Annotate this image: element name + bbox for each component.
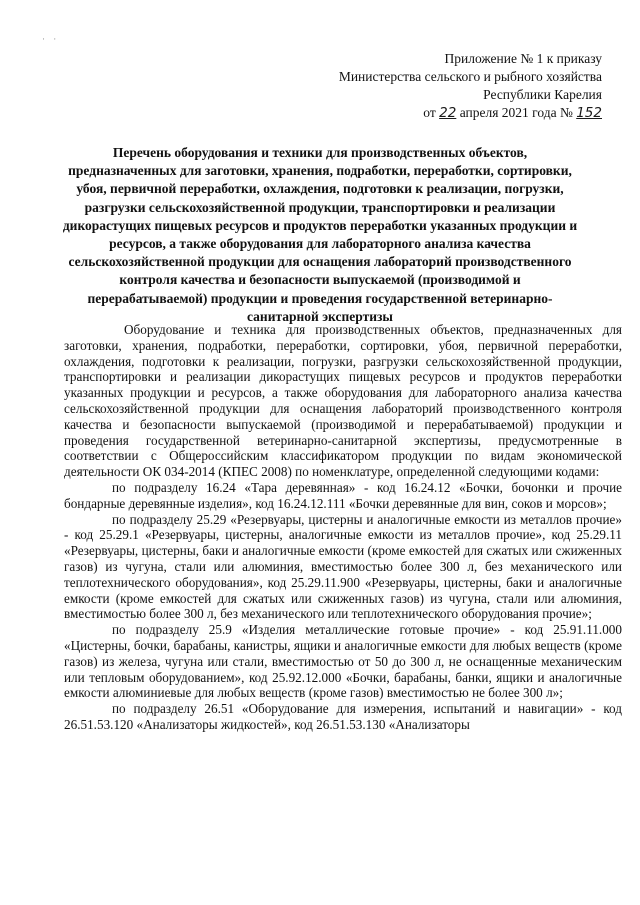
scan-artifact-marks: · · [42,34,60,44]
body-paragraph: по подразделу 16.24 «Тара деревянная» - код 16.24.12 «Бочки, бочонки и прочие бондарные деревянные изделия», код 16.24.12.111 «Бочки деревянные для вин, соков и морсов»; [64,479,622,511]
body-paragraph: Оборудование и техника для производственных объектов, предназначенных для заготовки, хранения, подработки, переработки, сортировки, убоя, первичной переработки, охлаждения, подготовки к реализации, погрузки, разгрузки сельскохозяйственной продукции, транспортировки и реализации дикорастущих пищевых ресурсов и продуктов переработки указанных продукции и ресурсов, а также оборудования для лабораторного анализа качества сельскохозяйственной продукции для оснащения лабораторий производственного контроля качества и безопасности выпускаемой (производимой и перерабатываемой) продукции и проведения государственной ветеринарно-санитарной экспертизы, предусмотренные в соответствии с Общероссийским классификатором продукции по видам экономической деятельности ОК 034-2014 (КПЕС 2008) по номенклатуре, определенной следующими кодами: [64,322,622,480]
document-body [64,322,622,733]
appendix-line: Приложение № 1 к приказу [444,51,602,66]
body-paragraph: по подразделу 26.51 «Оборудование для измерения, испытаний и навигации» - код 26.51.53.120 «Анализаторы жидкостей», код 26.51.53.130 «Анализаторы [64,701,622,732]
date-month-year: апреля 2021 года № [459,105,573,120]
date-prefix: от [423,105,436,120]
body-paragraph: по подразделу 25.29 «Резервуары, цистерны и аналогичные емкости из металлов прочие» - код 25.29.1 «Резервуары, цистерны, аналогичные емкости из металлов прочие», код 25.29.11 «Резервуары, цистерны, баки и аналогичные емкости (кроме емкостей для сжатых или сжиженных газов) из чугуна, стали или алюминия, вместимостью более 300 л, без механического или теплотехнического оборудования», код 25.29.11.900 «Резервуары, цистерны, баки и аналогичные емкости (кроме емкостей для сжатых или сжиженных газов) из чугуна, стали или алюминия, вместимостью более 300 л, без механического или теплотехнического оборудования прочие»; [64,511,622,622]
handwritten-day: 22 [439,105,457,121]
order-date-line [339,104,602,122]
ministry-line: Министерства сельского и рыбного хозяйства [338,69,602,84]
republic-line: Республики Карелия [483,87,602,102]
appendix-header [339,50,602,122]
document-title: Перечень оборудования и техники для производственных объектов, предназначенных для заготовки, хранения, подработки, переработки, сортировки, убоя, первичной переработки, охлаждения, подготовки к реализации, погрузки, разгрузки сельскохозяйственной продукции, транспортировки и реализации дикорастущих пищевых ресурсов и продуктов переработки указанных продукции и ресурсов, а также оборудования для лабораторного анализа качества сельскохозяйственной продукции для оснащения лабораторий производственного контроля качества и безопасности выпускаемой (производимой и перерабатываемой) продукции и проведения государственной ветеринарно-санитарной экспертизы [62,145,578,324]
body-paragraph: по подразделу 25.9 «Изделия металлические готовые прочие» - код 25.91.11.000 «Цистерны, бочки, барабаны, канистры, ящики и аналогичные емкости для любых веществ (кроме газов) из железа, чугуна или стали, вместимостью от 50 до 300 л, не оснащенные механическим или тепловым оборудованием», код 25.92.12.000 «Бочки, барабаны, банки, ящики и аналогичные емкости алюминиевые для любых веществ (кроме газов) вместимостью не более 300 л»; [64,622,622,701]
handwritten-order-number: 152 [576,105,602,121]
